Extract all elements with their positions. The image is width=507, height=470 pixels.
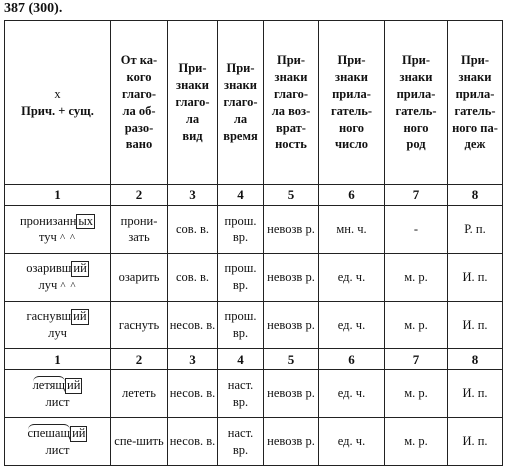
header-case: При- знаки прила- гатель- ного па- деж — [448, 21, 503, 185]
participle-phrase: летящ ий лист — [5, 370, 111, 418]
ending-box: ий — [73, 261, 87, 276]
column-number: 5 — [264, 349, 319, 370]
morpheme-marks: ^ ^ — [60, 280, 77, 293]
header-source-verb: От ка- кого глаго- ла об- разо- вано — [111, 21, 168, 185]
source-verb: лететь — [111, 370, 168, 418]
participle-phrase: спешащ ий лист — [5, 418, 111, 466]
tense-cell: наст. вр. — [218, 370, 264, 418]
aspect-cell: несов. в. — [168, 370, 218, 418]
table-row — [5, 253, 503, 301]
header-reflexivity: При- знаки глаго- ла воз- врат- ность — [264, 21, 319, 185]
column-numbers-row — [5, 185, 503, 206]
case-cell: И. п. — [448, 301, 503, 349]
header-gender: При- знаки прила- гатель- ного род — [385, 21, 448, 185]
ending-box: ий — [73, 309, 87, 324]
number-cell: мн. ч. — [319, 206, 385, 254]
ending-box: ий — [72, 426, 86, 441]
header-tense: При- знаки глаго- ла время — [218, 21, 264, 185]
ending-box: ий — [67, 378, 81, 393]
header-participle-noun: x Прич. + сущ. — [5, 21, 111, 185]
reflexivity-cell: невозв р. — [264, 370, 319, 418]
case-cell: И. п. — [448, 370, 503, 418]
column-number: 2 — [111, 185, 168, 206]
header-number: При- знаки прила- гатель- ного число — [319, 21, 385, 185]
column-number: 2 — [111, 349, 168, 370]
reflexivity-cell: невозв р. — [264, 253, 319, 301]
column-number: 4 — [218, 349, 264, 370]
case-cell: И. п. — [448, 418, 503, 466]
column-number: 3 — [168, 349, 218, 370]
column-number: 5 — [264, 185, 319, 206]
tense-cell: наст. вр. — [218, 418, 264, 466]
participle-phrase: гаснувш ий луч — [5, 301, 111, 349]
header-row — [5, 21, 503, 185]
aspect-cell: сов. в. — [168, 253, 218, 301]
gender-cell: м. р. — [385, 301, 448, 349]
aspect-cell: сов. в. — [168, 206, 218, 254]
gender-cell: м. р. — [385, 370, 448, 418]
column-number: 8 — [448, 185, 503, 206]
number-cell: ед. ч. — [319, 418, 385, 466]
table-row — [5, 206, 503, 254]
case-cell: И. п. — [448, 253, 503, 301]
column-number: 1 — [5, 185, 111, 206]
morpheme-marks: ^ ^ — [59, 232, 77, 245]
tense-cell: прош. вр. — [218, 253, 264, 301]
gender-cell: м. р. — [385, 253, 448, 301]
gender-cell: - — [385, 206, 448, 254]
aspect-cell: несов. в. — [168, 418, 218, 466]
column-number: 7 — [385, 349, 448, 370]
source-verb: прони-зать — [111, 206, 168, 254]
table-row — [5, 418, 503, 466]
table-row — [5, 370, 503, 418]
source-verb: гаснуть — [111, 301, 168, 349]
ending-box: ых — [78, 213, 94, 228]
column-number: 8 — [448, 349, 503, 370]
grammar-table — [4, 20, 503, 466]
participle-phrase: озаривш ий луч ^ ^ — [5, 253, 111, 301]
column-number: 1 — [5, 349, 111, 370]
reflexivity-cell: невозв р. — [264, 301, 319, 349]
column-number: 6 — [319, 349, 385, 370]
number-cell: ед. ч. — [319, 370, 385, 418]
table-row — [5, 301, 503, 349]
source-verb: озарить — [111, 253, 168, 301]
source-verb: спе-шить — [111, 418, 168, 466]
header-aspect: При- знаки глаго- ла вид — [168, 21, 218, 185]
reflexivity-cell: невозв р. — [264, 418, 319, 466]
column-number: 3 — [168, 185, 218, 206]
number-cell: ед. ч. — [319, 301, 385, 349]
column-number: 6 — [319, 185, 385, 206]
column-number: 7 — [385, 185, 448, 206]
tense-cell: прош. вр. — [218, 301, 264, 349]
participle-phrase: пронизанн ых туч ^ ^ — [5, 206, 111, 254]
case-cell: Р. п. — [448, 206, 503, 254]
aspect-cell: несов. в. — [168, 301, 218, 349]
number-cell: ед. ч. — [319, 253, 385, 301]
column-number: 4 — [218, 185, 264, 206]
exercise-title: 387 (300). — [4, 1, 63, 16]
column-numbers-row — [5, 349, 503, 370]
reflexivity-cell: невозв р. — [264, 206, 319, 254]
tense-cell: прош. вр. — [218, 206, 264, 254]
gender-cell: м. р. — [385, 418, 448, 466]
